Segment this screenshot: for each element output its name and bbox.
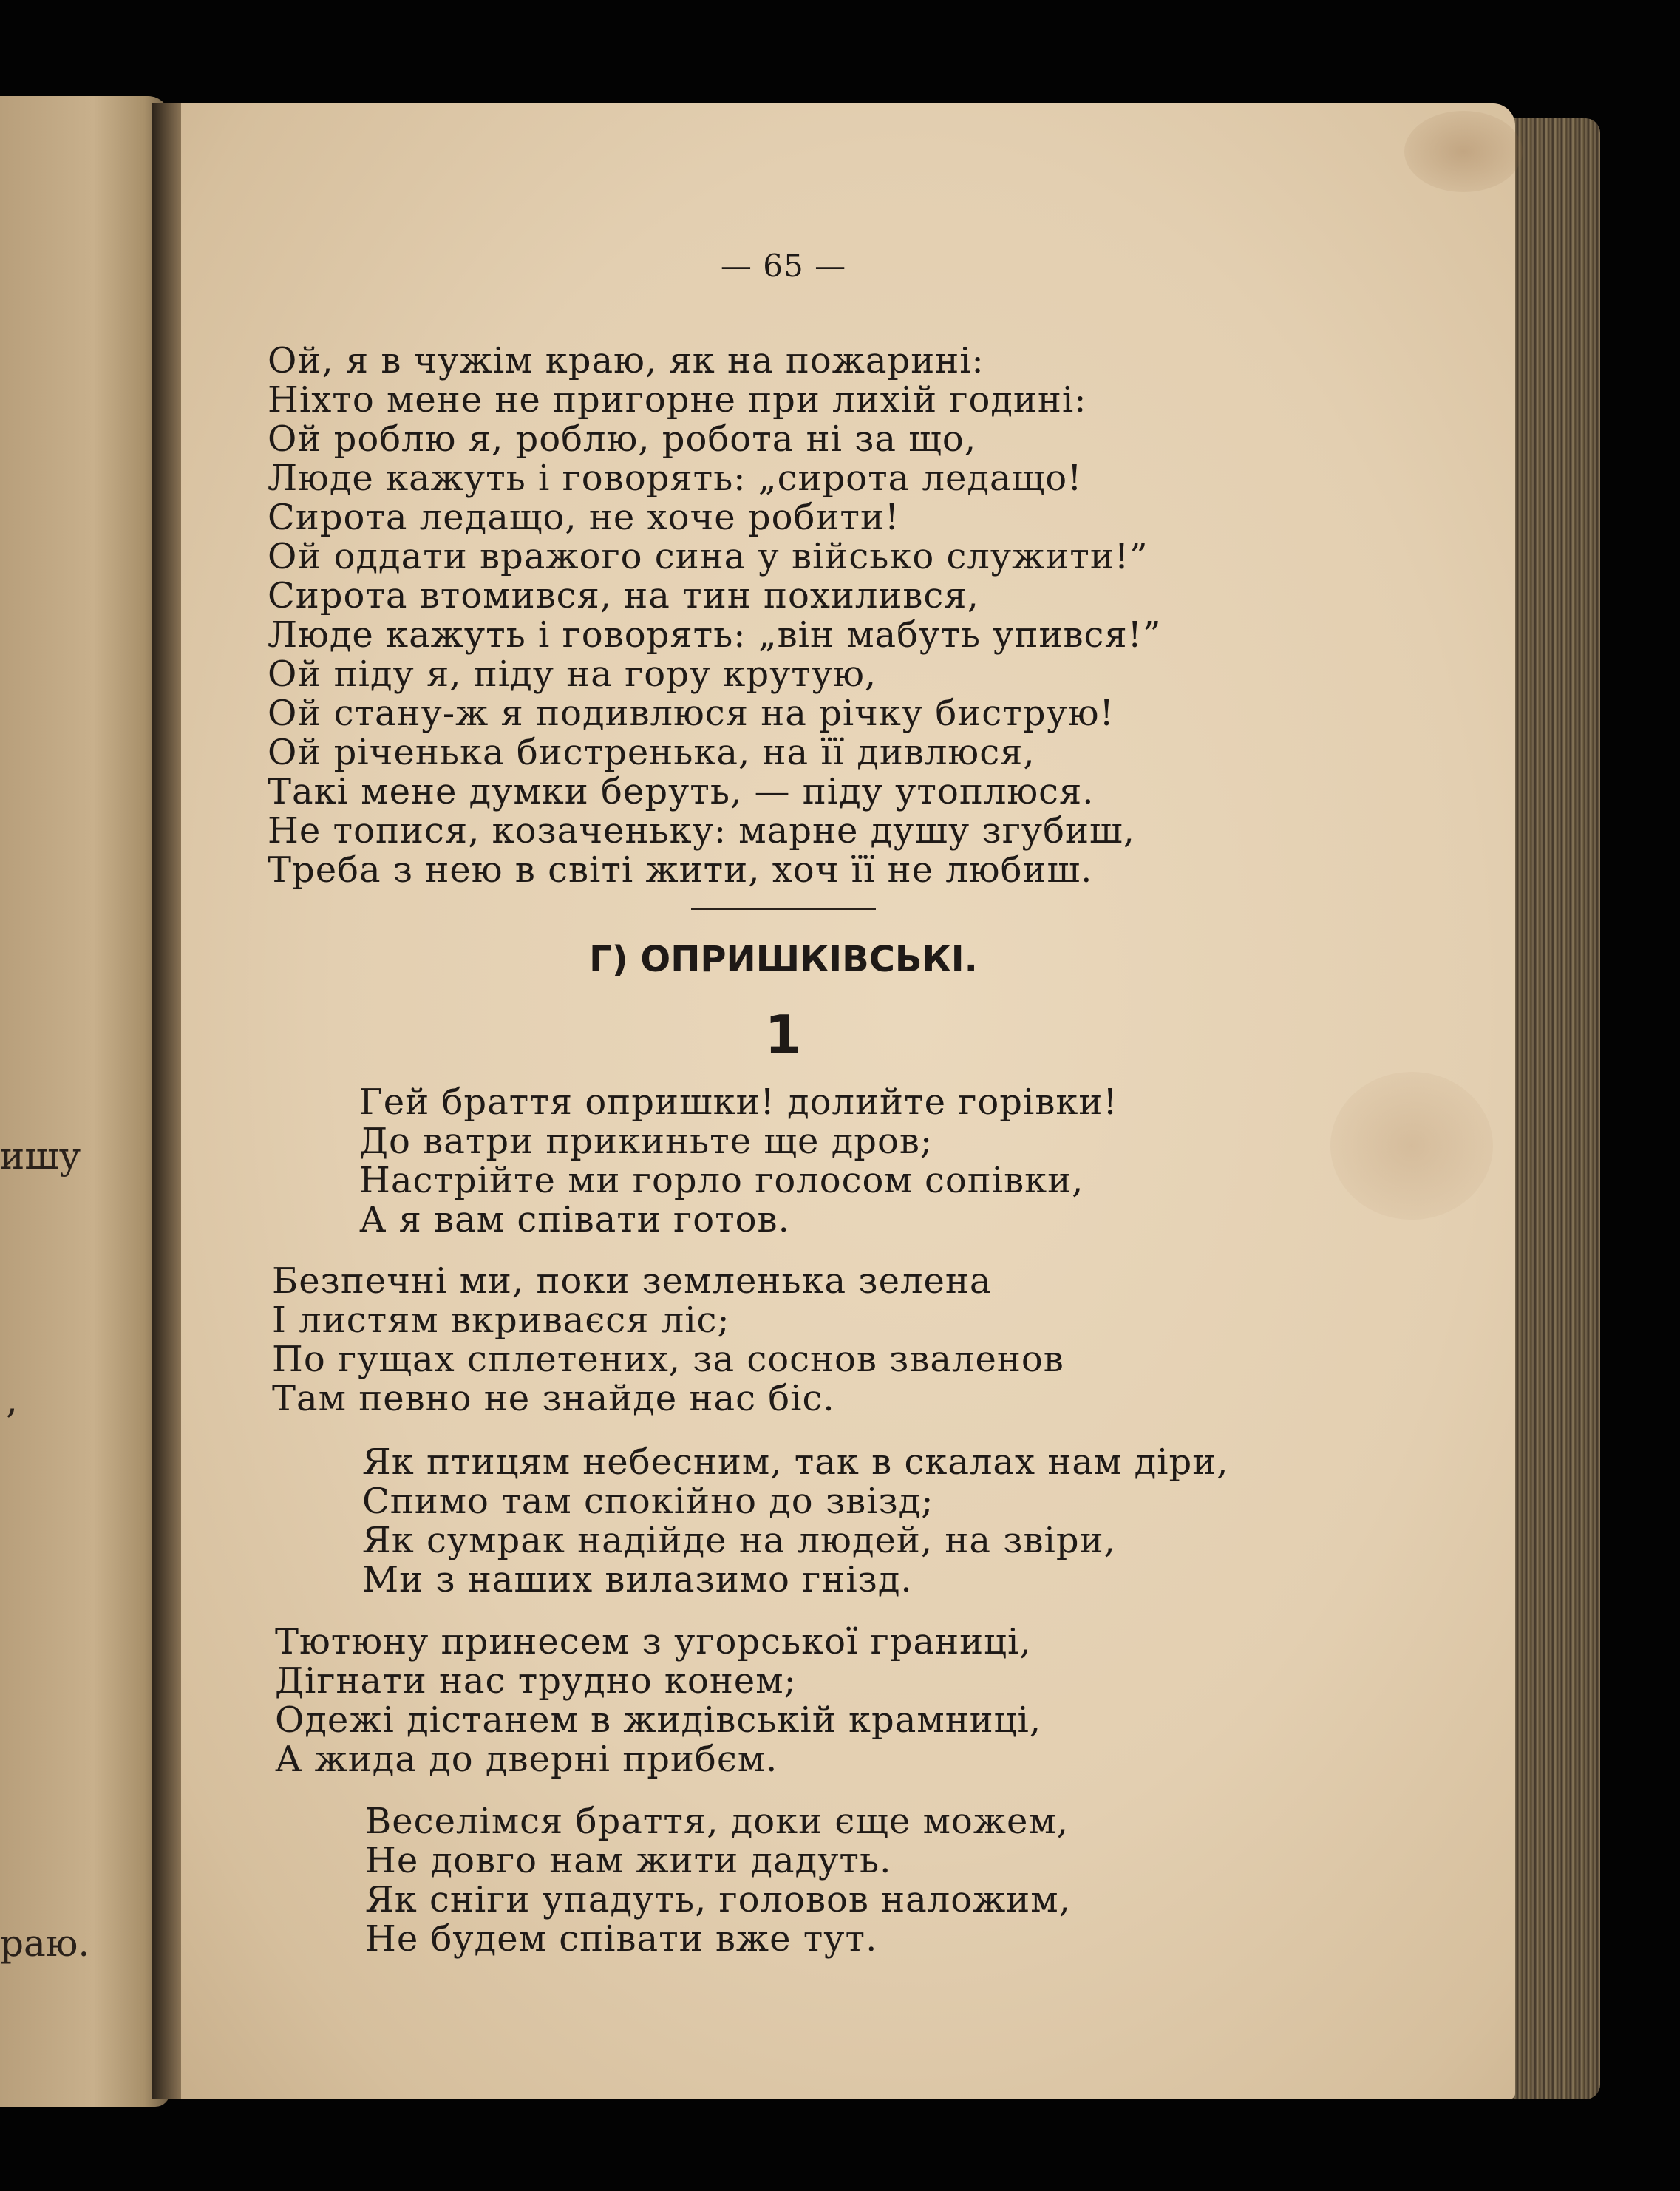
poem-number: 1	[764, 1004, 803, 1066]
verse-line: Як сніги упадуть, головов наложим,	[365, 1879, 1071, 1920]
stanza-b	[359, 1083, 1118, 1240]
stanza-e	[275, 1623, 1041, 1779]
left-page	[0, 96, 170, 2107]
verse-line: Ой, я в чужім краю, як на пожарині:	[268, 340, 984, 381]
verse-line: Ми з наших вилазимо гнізд.	[362, 1559, 913, 1600]
verse-line: Спимо там спокійно до звізд;	[362, 1481, 934, 1522]
verse-line: Як птицям небесним, так в скалах нам діри,	[362, 1441, 1229, 1483]
verse-line: Безпечні ми, поки земленька зелена	[272, 1260, 992, 1302]
verse-line: Люде кажуть і говорять: „сирота ледащо!	[268, 458, 1083, 499]
verse-line: Люде кажуть і говорять: „він мабуть упився!”	[268, 614, 1162, 656]
stanza-c	[272, 1262, 1064, 1419]
page-edges	[1504, 118, 1600, 2099]
verse-line: Одежі дістанем в жидівській крамниці,	[275, 1699, 1042, 1741]
verse-line: А жида до дверні прибєм.	[275, 1739, 778, 1780]
stanza-d	[362, 1443, 1228, 1600]
verse-line: Ой піду я, піду на гору крутую,	[268, 653, 877, 695]
verse-line: Ой оддати вражого сина у військо служити!”	[268, 536, 1149, 577]
verse-line: Настрійте ми горло голосом сопівки,	[359, 1160, 1084, 1201]
verse-line: Треба з нею в світі жити, хоч її не любиш.	[268, 849, 1093, 891]
verse-line: До ватри прикиньте ще дров;	[359, 1121, 933, 1162]
verse-line: Ой роблю я, роблю, робота ні за що,	[268, 418, 977, 460]
page-number: — 65 —	[720, 248, 847, 284]
stanza-f	[365, 1802, 1071, 1959]
verse-line: А я вам співати готов.	[359, 1199, 790, 1240]
verse-line: Не довго нам жити дадуть.	[365, 1840, 892, 1881]
section-divider	[691, 908, 876, 910]
verse-line: Дігнати нас трудно конем;	[275, 1660, 797, 1702]
verse-line: Ой стану-ж я подивлюся на річку биструю!	[268, 693, 1115, 734]
verse-line: Гей браття опришки! долийте горівки!	[359, 1081, 1118, 1123]
verse-line: Як сумрак надійде на людей, на звіри,	[362, 1520, 1116, 1561]
stanza-a	[268, 342, 1162, 890]
verse-line: Ой річенька бистренька, на її дивлюся,	[268, 732, 1035, 773]
verse-line: Такі мене думки беруть, — піду утоплюся.	[268, 771, 1095, 812]
section-title: Г) ОПРИШКІВСЬКІ.	[589, 939, 978, 980]
verse-line: Тютюну принесем з угорської границі,	[275, 1621, 1032, 1662]
left-page-fragment: раю.	[0, 1922, 90, 1965]
verse-line: І листям вкриваєся ліс;	[272, 1300, 730, 1341]
verse-line: Сирота ледащо, не хоче робити!	[268, 497, 900, 538]
verse-line: Не топися, козаченьку: марне душу згубиш,	[268, 810, 1135, 852]
verse-line: Веселімся браття, доки єще можем,	[365, 1801, 1069, 1842]
verse-line: Ніхто мене не пригорне при лихій годині:	[268, 379, 1087, 421]
left-page-fragment: ишу	[0, 1135, 81, 1178]
verse-line: Там певно не знайде нас біс.	[272, 1378, 835, 1419]
verse-line: Сирота втомився, на тин похилився,	[268, 575, 979, 616]
left-page-fragment: ,	[6, 1379, 18, 1421]
verse-line: По гущах сплетених, за соснов зваленов	[272, 1339, 1064, 1380]
verse-line: Не будем співати вже тут.	[365, 1918, 878, 1960]
book-gutter	[152, 103, 181, 2099]
